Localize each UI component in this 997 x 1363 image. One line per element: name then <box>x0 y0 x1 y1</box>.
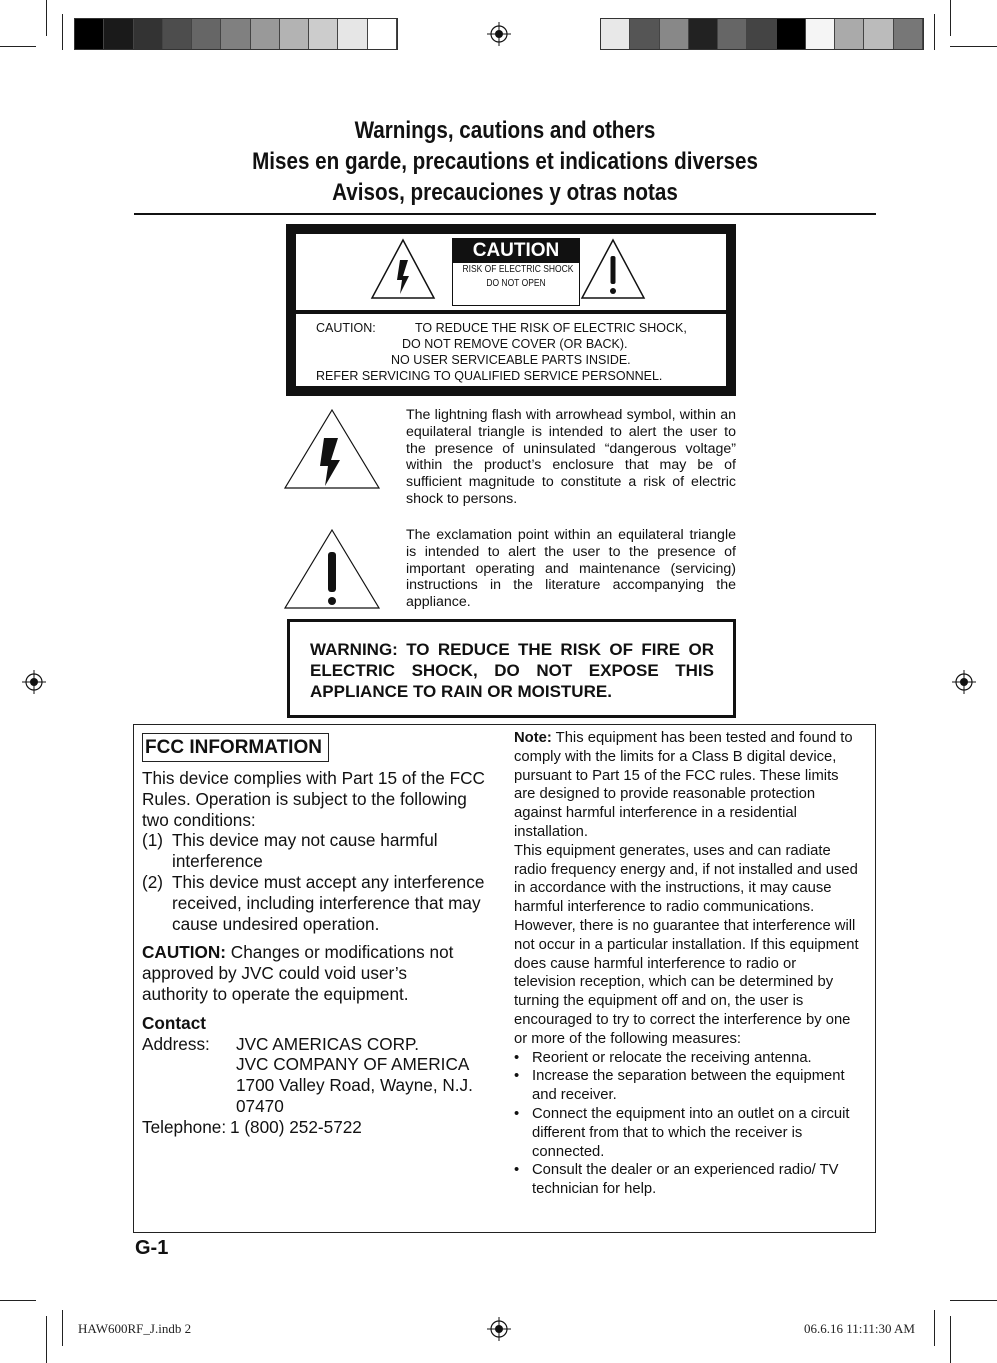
page-title-block <box>186 115 824 208</box>
title-spanish: Avisos, precauciones y otras notas <box>332 179 678 206</box>
address-row <box>142 1034 492 1117</box>
telephone-number: 1 (800) 252-5722 <box>230 1116 362 1137</box>
registration-mark-icon <box>487 1317 511 1341</box>
fcc-condition-number: (2) <box>142 871 164 892</box>
bullet-icon: • <box>514 1105 520 1122</box>
telephone-row <box>142 1117 492 1138</box>
address-line: 1700 Valley Road, Wayne, N.J. <box>236 1075 473 1096</box>
fcc-left-column <box>142 733 492 1138</box>
caution-line-4: REFER SERVICING TO QUALIFIED SERVICE PERSONNEL. <box>316 369 663 383</box>
color-swatch <box>777 19 806 49</box>
lightning-triangle-icon <box>370 238 436 300</box>
bullet-icon: • <box>514 1068 520 1085</box>
fcc-condition-text: This device may not cause harmful interference <box>172 830 438 872</box>
color-bar-left <box>74 18 398 50</box>
fcc-caution-label: CAUTION: <box>142 942 227 963</box>
color-swatch <box>280 19 309 49</box>
fcc-note-continued: This equipment generates, uses and can radiate radio frequency energy and, if not installed and used in accordance with the instructions, it may cause harmful interference to radio communications. However, there is no guarantee that interference will not occur in a particular installation. If this equipment does cause harmful interference to radio or television reception, which can be determined by turning the equipment off and on, the user is encouraged to try to correct the interference by one or more of the following measures: <box>514 842 859 1047</box>
measure-list-item <box>514 1067 860 1105</box>
exclamation-triangle-icon <box>580 238 646 300</box>
exclamation-triangle-icon <box>283 528 381 610</box>
telephone-label: Telephone: <box>142 1116 227 1137</box>
fcc-intro: This device complies with Part 15 of the FCC Rules. Operation is subject to the following two conditions: <box>142 768 485 830</box>
measure-list-item <box>514 1161 860 1199</box>
print-timestamp: 06.6.16 11:11:30 AM <box>804 1321 915 1336</box>
fcc-note <box>514 729 860 842</box>
color-swatch <box>747 19 776 49</box>
address-label: Address: <box>142 1033 210 1054</box>
color-swatch <box>718 19 747 49</box>
bullet-icon: • <box>514 1049 520 1066</box>
fcc-caution <box>142 942 460 1004</box>
color-swatch <box>601 19 630 49</box>
caution-badge <box>452 238 580 306</box>
measure-text: Connect the equipment into an outlet on a circuit different from that to which the receiver is connected. <box>532 1105 850 1160</box>
measure-text: Consult the dealer or an experienced radio/ TV technician for help. <box>532 1162 839 1198</box>
fcc-right-column <box>514 729 860 1199</box>
color-swatch <box>806 19 835 49</box>
color-swatch <box>368 19 397 49</box>
registration-mark-icon <box>22 670 46 694</box>
color-swatch <box>660 19 689 49</box>
lightning-symbol-description: The lightning flash with arrowhead symbol, within an equilateral triangle is intended to alert the user to the presence of uninsulated “dangerous voltage” within the product’s enclosure that may be of sufficient magnitude to constitute a risk of electric shock to persons. <box>406 407 736 507</box>
fcc-condition-text: This device must accept any interference received, including interference that may cause undesired operation. <box>172 871 485 934</box>
bullet-icon: • <box>514 1162 520 1179</box>
title-french: Mises en garde, precautions et indications diverses <box>252 148 758 175</box>
color-swatch <box>835 19 864 49</box>
fcc-note-text: This equipment has been tested and found to comply with the limits for a Class B digital device, pursuant to Part 15 of the FCC rules. These limits are designed to provide reasonable protection against harmful interference in a residential installation. <box>514 730 853 840</box>
fcc-condition <box>142 872 492 934</box>
color-swatch <box>75 19 104 49</box>
fcc-heading: FCC INFORMATION <box>142 733 329 762</box>
measure-text: Reorient or relocate the receiving antenna. <box>532 1049 812 1066</box>
warning-box <box>287 619 736 718</box>
registration-mark-icon <box>487 22 511 46</box>
color-swatch <box>104 19 133 49</box>
color-swatch <box>630 19 659 49</box>
caution-prefix: CAUTION: <box>316 321 376 335</box>
address-line: JVC AMERICAS CORP. <box>236 1033 420 1054</box>
measure-list-item <box>514 1049 860 1068</box>
color-swatch <box>864 19 893 49</box>
caution-badge-line-1: RISK OF ELECTRIC SHOCK <box>462 264 574 275</box>
caution-label-text <box>296 314 726 386</box>
color-swatch <box>134 19 163 49</box>
file-slug: HAW600RF_J.indb 2 <box>78 1321 192 1336</box>
color-swatch <box>251 19 280 49</box>
caution-label-symbols <box>296 234 726 310</box>
color-swatch <box>338 19 367 49</box>
fcc-caution-text: Changes or modifications not approved by JVC could void user’s authority to operate the equipment. <box>142 942 454 1004</box>
contact-heading: Contact <box>142 1012 206 1033</box>
color-swatch <box>221 19 250 49</box>
address-line: 07470 <box>236 1095 284 1116</box>
fcc-information-panel <box>133 724 876 1233</box>
exclamation-symbol-description: The exclamation point within an equilateral triangle is intended to alert the user to the presence of important operating and maintenance (servicing) instructions in the literature accompanying the appliance. <box>406 527 736 611</box>
address-lines <box>236 1034 473 1117</box>
color-swatch <box>163 19 192 49</box>
color-swatch <box>894 19 923 49</box>
title-english: Warnings, cautions and others <box>354 117 656 144</box>
measure-text: Increase the separation between the equipment and receiver. <box>532 1068 845 1104</box>
fcc-condition <box>142 830 492 872</box>
fcc-note-label: Note: <box>514 730 552 746</box>
page-number: G-1 <box>135 1237 169 1259</box>
caution-badge-title: CAUTION <box>453 239 579 263</box>
address-line: JVC COMPANY OF AMERICA <box>236 1054 470 1075</box>
color-swatch <box>192 19 221 49</box>
caution-line-1: TO REDUCE THE RISK OF ELECTRIC SHOCK, <box>415 321 687 335</box>
color-swatch <box>309 19 338 49</box>
fcc-condition-number: (1) <box>142 830 164 851</box>
title-rule <box>134 213 876 215</box>
color-swatch <box>689 19 718 49</box>
lightning-triangle-icon <box>283 408 381 490</box>
caution-label <box>286 224 736 396</box>
registration-mark-icon <box>952 670 976 694</box>
color-bar-right <box>600 18 924 50</box>
warning-text: WARNING: TO REDUCE THE RISK OF FIRE OR ELECTRIC SHOCK, DO NOT EXPOSE THIS APPLIANCE TO RAIN OR MOISTURE. <box>310 640 714 701</box>
caution-badge-line-2: DO NOT OPEN <box>486 278 546 289</box>
caution-line-2: DO NOT REMOVE COVER (OR BACK). <box>402 337 628 351</box>
measure-list-item <box>514 1105 860 1161</box>
caution-line-3: NO USER SERVICEABLE PARTS INSIDE. <box>391 353 631 367</box>
